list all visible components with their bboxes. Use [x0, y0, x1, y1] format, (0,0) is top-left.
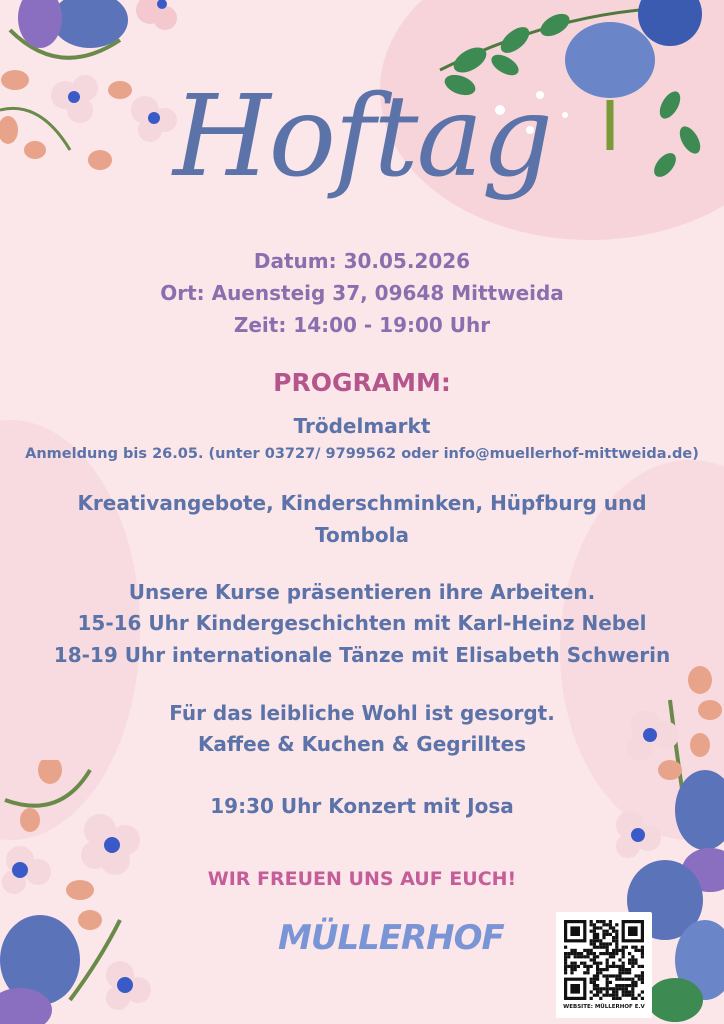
courses-line: 15-16 Uhr Kindergeschichten mit Karl-Heinz Nebel [77, 611, 647, 635]
registration-info: Anmeldung bis 26.05. (unter 03727/ 9799562 oder info@muellerhof-mittweida.de) [25, 446, 699, 462]
muellerhof-logo: MÜLLERHOF [278, 918, 504, 958]
qr-code-icon[interactable] [564, 920, 644, 1000]
qr-code-panel[interactable] [556, 912, 652, 1018]
activities-line: Tombola [315, 523, 409, 547]
closing-message: WIR FREUEN UNS AUF EUCH! [207, 868, 517, 890]
event-date: Datum: 30.05.2026 [253, 249, 471, 273]
activities-line: Kreativangebote, Kinderschminken, Hüpfburg und [77, 491, 647, 515]
qr-caption: WEBSITE: MÜLLERHOF E.V [563, 1004, 645, 1010]
catering-line: Für das leibliche Wohl ist gesorgt. [169, 701, 555, 725]
event-location: Ort: Auensteig 37, 09648 Mittweida [160, 281, 564, 305]
concert-line: 19:30 Uhr Konzert mit Josa [210, 794, 514, 818]
event-time: Zeit: 14:00 - 19:00 Uhr [233, 313, 491, 337]
catering-line: Kaffee & Kuchen & Gegrilltes [197, 732, 527, 756]
flea-market-heading: Trödelmarkt [293, 414, 431, 438]
page-title: Hoftag [172, 72, 552, 202]
courses-line: Unsere Kurse präsentieren ihre Arbeiten. [128, 580, 596, 604]
courses-line: 18-19 Uhr internationale Tänze mit Elisabeth Schwerin [53, 643, 671, 667]
program-heading: PROGRAMM: [273, 368, 451, 397]
